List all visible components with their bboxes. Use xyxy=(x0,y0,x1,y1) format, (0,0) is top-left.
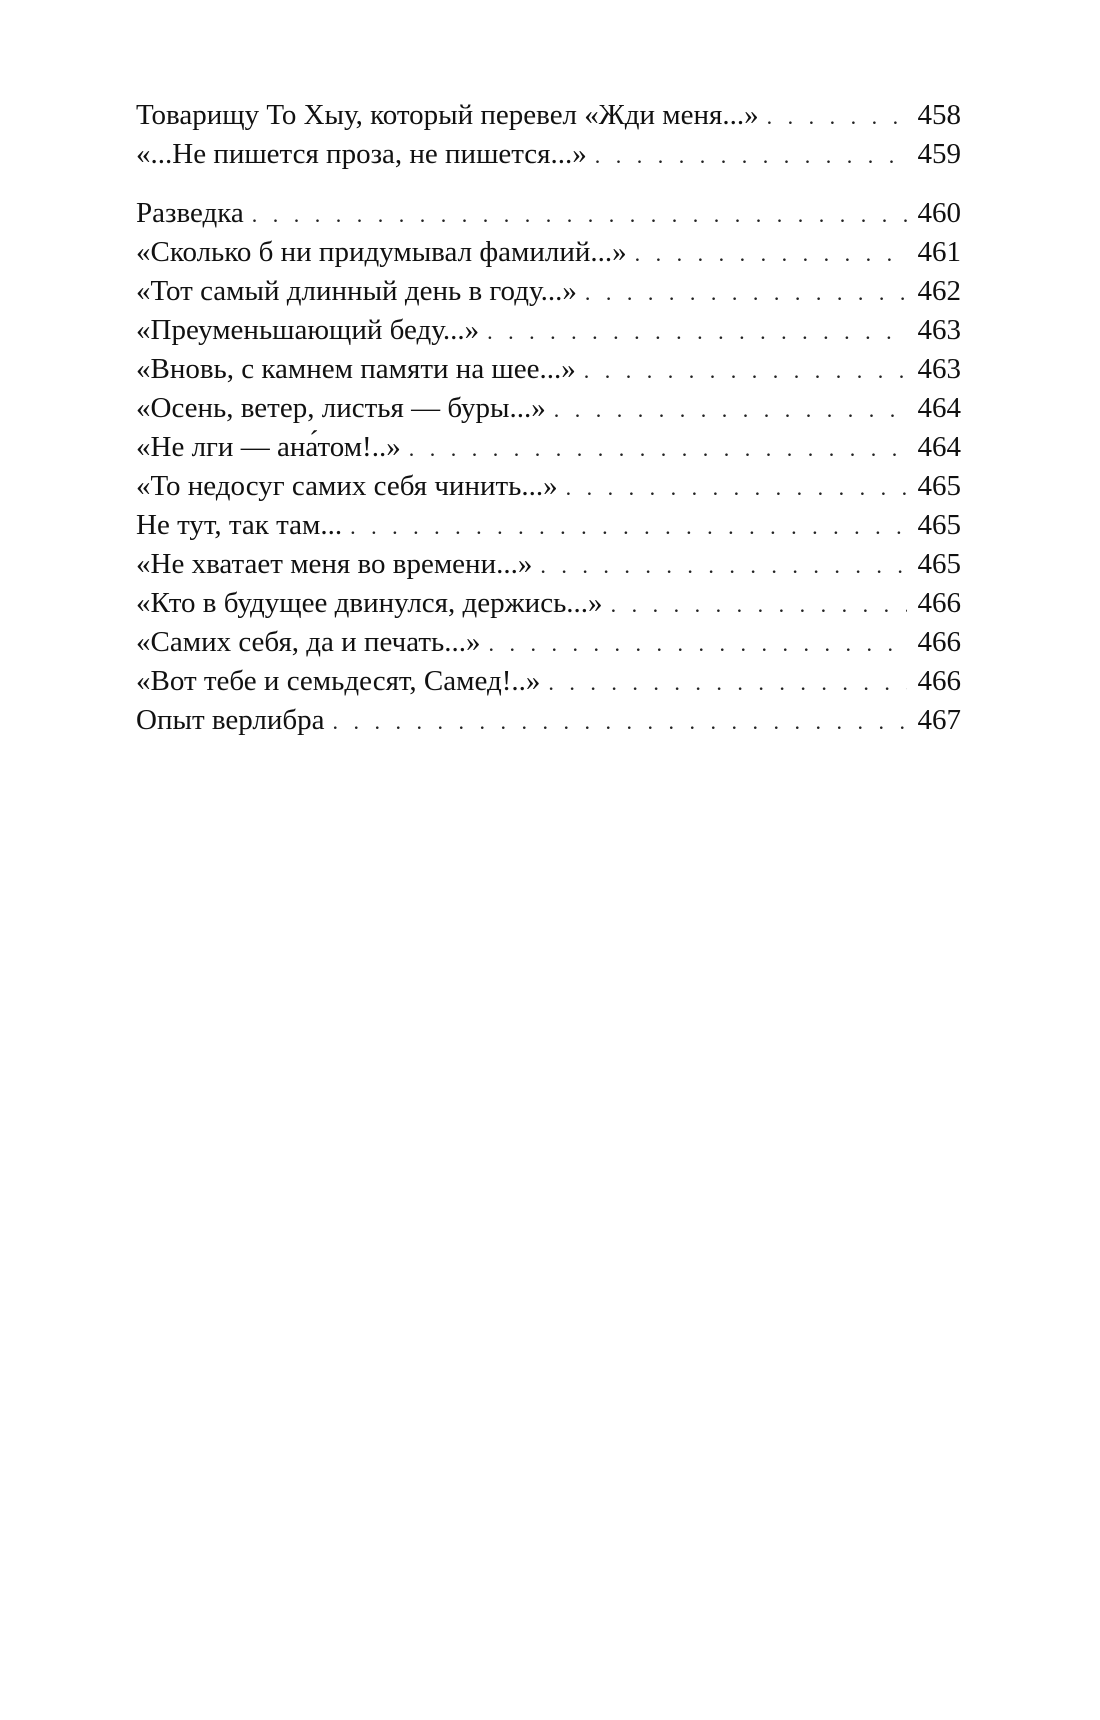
toc-entry-title: Не тут, так там... xyxy=(136,509,343,541)
dot-leader xyxy=(595,136,907,175)
toc-entry xyxy=(136,272,961,311)
toc-entry-title: «Самих себя, да и печать...» xyxy=(136,626,481,658)
toc-page-number: 464 xyxy=(917,392,961,424)
toc-entry xyxy=(136,96,961,135)
toc-entry-title: «Осень, ветер, листья — буры...» xyxy=(136,392,546,424)
toc-page-number: 467 xyxy=(917,704,961,736)
toc-page-number: 464 xyxy=(917,431,961,463)
toc-entry-title: «Вновь, с камнем памяти на шее...» xyxy=(136,353,576,385)
toc-entry xyxy=(136,233,961,272)
dot-leader xyxy=(409,429,907,468)
toc-entry xyxy=(136,311,961,350)
toc-entry xyxy=(136,467,961,506)
toc-page-number: 463 xyxy=(917,353,961,385)
dot-leader xyxy=(333,702,908,741)
toc-page-number: 465 xyxy=(917,548,961,580)
toc-entry-title: «...Не пишется проза, не пишется...» xyxy=(136,138,587,170)
dot-leader xyxy=(548,663,907,702)
toc-page-number: 466 xyxy=(917,626,961,658)
toc-entry-title: «Кто в будущее двинулся, держись...» xyxy=(136,587,603,619)
toc-group xyxy=(136,96,961,174)
dot-leader xyxy=(611,585,907,624)
toc-entry-title: «Не лги — ана́том!..» xyxy=(136,431,401,463)
toc-entry xyxy=(136,428,961,467)
toc-entry-title: «Тот самый длинный день в году...» xyxy=(136,275,577,307)
toc-page-number: 460 xyxy=(917,197,961,229)
toc-entry xyxy=(136,623,961,662)
toc-entry xyxy=(136,545,961,584)
toc-entry xyxy=(136,135,961,174)
toc-entry-title: «Сколько б ни придумывал фамилий...» xyxy=(136,236,627,268)
toc-page-number: 465 xyxy=(917,509,961,541)
toc-entry xyxy=(136,350,961,389)
toc-page-number: 463 xyxy=(917,314,961,346)
toc-page-number: 459 xyxy=(917,138,961,170)
toc-page-number: 462 xyxy=(917,275,961,307)
dot-leader xyxy=(584,351,907,390)
toc-page-number: 461 xyxy=(917,236,961,268)
toc-entry-title: «Вот тебе и семьдесят, Самед!..» xyxy=(136,665,541,697)
dot-leader xyxy=(635,234,907,273)
dot-leader xyxy=(585,273,907,312)
toc-entry-title: «Преуменьшающий беду...» xyxy=(136,314,480,346)
dot-leader xyxy=(566,468,907,507)
toc-entry-title: Разведка xyxy=(136,197,244,229)
toc-entry xyxy=(136,584,961,623)
toc-entry-title: «То недосуг самих себя чинить...» xyxy=(136,470,558,502)
dot-leader xyxy=(767,97,907,136)
toc-entry xyxy=(136,194,961,233)
dot-leader xyxy=(540,546,907,585)
toc-page-number: 458 xyxy=(917,99,961,131)
toc-entry-title: Опыт верлибра xyxy=(136,704,325,736)
toc-page-number: 466 xyxy=(917,665,961,697)
dot-leader xyxy=(252,195,907,234)
dot-leader xyxy=(488,624,907,663)
toc-entry-title: «Не хватает меня во времени...» xyxy=(136,548,533,580)
toc-entry xyxy=(136,389,961,428)
toc-entry xyxy=(136,701,961,740)
toc-entry xyxy=(136,662,961,701)
toc-page-number: 466 xyxy=(917,587,961,619)
toc-entry-title: Товарищу То Хыу, который перевел «Жди меня...» xyxy=(136,99,759,131)
dot-leader xyxy=(350,507,907,546)
toc-entry xyxy=(136,506,961,545)
dot-leader xyxy=(487,312,907,351)
dot-leader xyxy=(554,390,907,429)
table-of-contents xyxy=(136,96,961,740)
toc-page-number: 465 xyxy=(917,470,961,502)
toc-group xyxy=(136,194,961,740)
